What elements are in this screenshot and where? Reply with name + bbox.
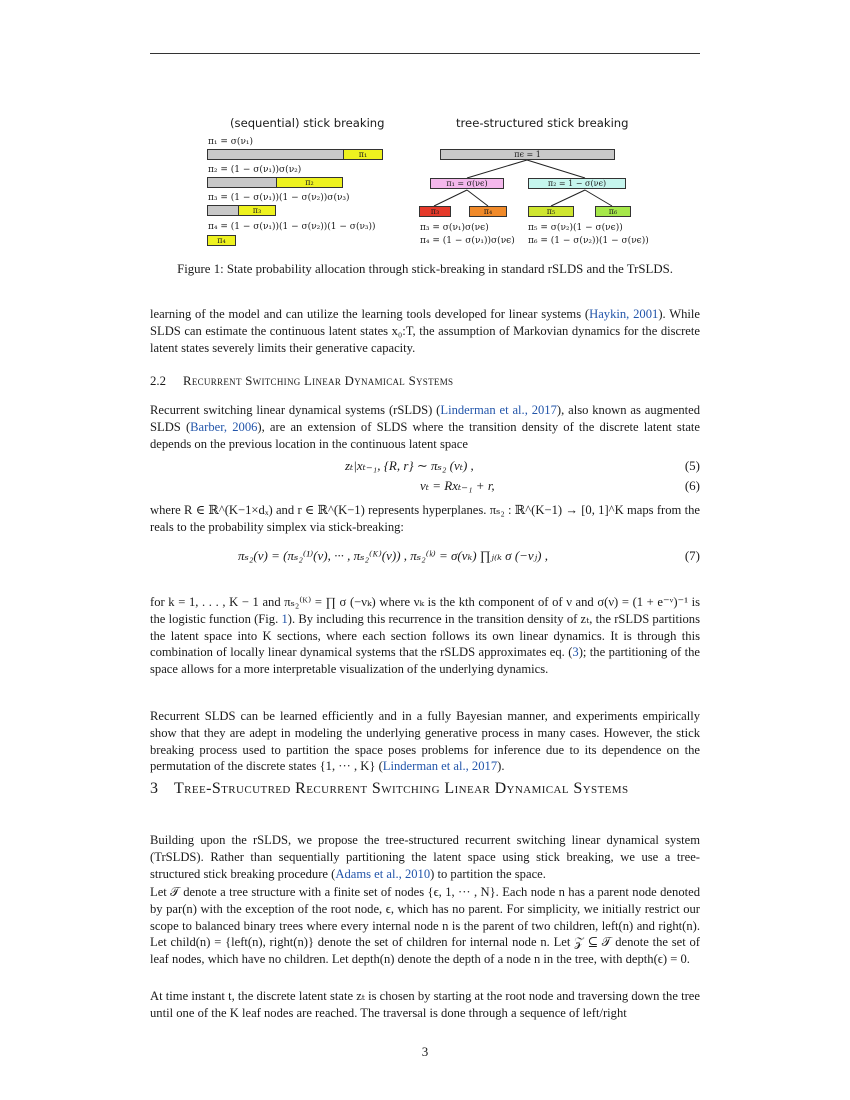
page-number: 3 xyxy=(421,1044,429,1059)
equation-6-number: (6) xyxy=(684,478,700,493)
figure-link[interactable]: 1 xyxy=(281,611,288,626)
root-node: πϵ = 1 xyxy=(440,149,615,160)
left-child-node: π₁ = σ(νϵ) xyxy=(430,178,504,189)
leaf-node-pi4: π₄ xyxy=(469,206,507,217)
paragraph: Building upon the rSLDS, we propose the tree-structured recurrent switching linear dynamical system (TrSLDS). Rather than sequentially partitioning the latent space using stick breaking, we use a tree-structured stick breaking procedure (Adams et al., 2010) to partition the space. xyxy=(150,833,700,881)
pi2-segment: π₂ xyxy=(276,177,343,188)
pi1-equation: π₁ = σ(ν₁) xyxy=(208,137,254,147)
equation-7-number: (7) xyxy=(684,548,700,563)
paragraph: Recurrent SLDS can be learned efficiently and in a fully Bayesian manner, and experiments empirically show that they are adept in modeling the underlying generative process in many cases. However, the stick breaking process used to partition the space poses problems for inference due to its dependence on the permutation of the discrete states {1, ··· , K} (Linderman et al., 2017). xyxy=(150,709,700,774)
equation-7: πₛ₂(ν) = (πₛ₂⁽¹⁾(ν), ··· , πₛ₂⁽ᴷ⁾(ν)) , πₛ₂⁽ᵏ⁾ = σ(νₖ) ∏ⱼ₍ₖ σ (−νⱼ) , xyxy=(238,548,548,563)
pi4-equation: π₄ = (1 − σ(ν₁))(1 − σ(ν₂))(1 − σ(ν₃)) xyxy=(208,222,376,232)
equation-5: zₜ|xₜ₋₁, {R, r} ∼ πₛ₂ (νₜ) , xyxy=(345,458,474,473)
citation-link[interactable]: Linderman et al., 2017 xyxy=(382,759,498,774)
paragraph: where R ∈ ℝ^(K−1×dₓ) and r ∈ ℝ^(K−1) represents hyperplanes. πₛ₂ : ℝ^(K−1) → [0, 1]^K maps from the reals to the probability simplex via stick-breaking: xyxy=(150,503,700,534)
citation-link[interactable]: Adams et al., 2010 xyxy=(335,866,431,881)
pi3-equation: π₃ = (1 − σ(ν₁))(1 − σ(ν₂))σ(ν₃) xyxy=(208,193,350,203)
pi2-equation: π₂ = (1 − σ(ν₁))σ(ν₂) xyxy=(208,165,302,175)
section-heading-3: 3 Tree-Strucutred Recurrent Switching Linear Dynamical Systems xyxy=(150,780,629,797)
citation-link[interactable]: Haykin, 2001 xyxy=(589,307,659,321)
equation-6: νₜ = Rxₜ₋₁ + r, xyxy=(420,478,495,493)
pi3-segment: π₃ xyxy=(238,205,276,216)
right-child-node: π₂ = 1 − σ(νϵ) xyxy=(528,178,626,189)
leaf-node-pi5: π₅ xyxy=(528,206,574,217)
paragraph: At time instant t, the discrete latent state zₜ is chosen by starting at the root node and traversing down the tree until one of the K leaf nodes are reached. The traversal is done through a sequence of left/right xyxy=(150,989,700,1020)
equation-5-number: (5) xyxy=(684,458,700,473)
section-heading-2-2: 2.2 Recurrent Switching Linear Dynamical Systems xyxy=(150,374,454,388)
paragraph: Recurrent switching linear dynamical systems (rSLDS) (Linderman et al., 2017), also known as augmented SLDS (Barber, 2006), are an extension of SLDS where the transition density of the discrete latent state depends on the previous location in the continuous latent space xyxy=(150,403,701,451)
right-panel-title: tree-structured stick breaking xyxy=(456,116,629,130)
pi4-tree-equation: π₄ = (1 − σ(ν₁))σ(νϵ) xyxy=(420,236,515,246)
paragraph: learning of the model and can utilize the learning tools developed for linear systems (Haykin, 2001). While SLDS can estimate the continuous latent states x₀:T, the assumption of Markovian dynamics for the discrete latent states severely limits their generative capacity. xyxy=(150,307,700,355)
tree-edges xyxy=(0,0,850,300)
figure-caption: Figure 1: State probability allocation through stick-breaking in standard rSLDS and the TrSLDS. xyxy=(177,262,673,276)
paragraph: for k = 1, . . . , K − 1 and πₛ₂⁽ᴷ⁾ = ∏ σ (−νₖ) where νₖ is the kth component of of ν and σ(ν) = (1 + e⁻ᵛ)⁻¹ is the logistic function (Fig. 1). By including this recurrence in the transition density of zₜ, the rSLDS partitions the latent space into K sections, where each section follows its own linear dynamics. It is through this combination of locally linear dynamical systems that the rSLDS approximates eq. (3); the partitioning of the space allows for a more interpretable visualization of the underlying dynamics. xyxy=(150,595,700,677)
leaf-node-pi6: π₆ xyxy=(595,206,631,217)
citation-link[interactable]: Barber, 2006 xyxy=(190,419,258,434)
paragraph: Let 𝒯 denote a tree structure with a finite set of nodes {ϵ, 1, ··· , N}. Each node n has a parent node denoted by par(n) with the exception of the root node, ϵ, which has no parent. For simplicity, we initially restrict our scope to balanced binary trees where every internal node n is the parent of two children, left(n) and right(n). Let child(n) = {left(n), right(n)} denote the set of children for internal node n. Let 𝒵 ⊆ 𝒯 denote the set of leaf nodes, which have no children. Let depth(n) denote the depth of a node n in the tree, with depth(ϵ) = 0. xyxy=(150,885,700,967)
leaf-node-pi3: π₃ xyxy=(419,206,451,217)
pi6-tree-equation: π₆ = (1 − σ(ν₂))(1 − σ(νϵ)) xyxy=(528,236,649,246)
pi5-tree-equation: π₅ = σ(ν₂)(1 − σ(νϵ)) xyxy=(528,223,623,233)
pi3-tree-equation: π₃ = σ(ν₁)σ(νϵ) xyxy=(420,223,489,233)
equation-link[interactable]: 3 xyxy=(572,645,579,660)
left-panel-title: (sequential) stick breaking xyxy=(230,116,385,130)
citation-link[interactable]: Linderman et al., 2017 xyxy=(440,403,557,417)
pi4-segment: π₄ xyxy=(207,235,236,246)
pi1-segment: π₁ xyxy=(343,149,383,160)
